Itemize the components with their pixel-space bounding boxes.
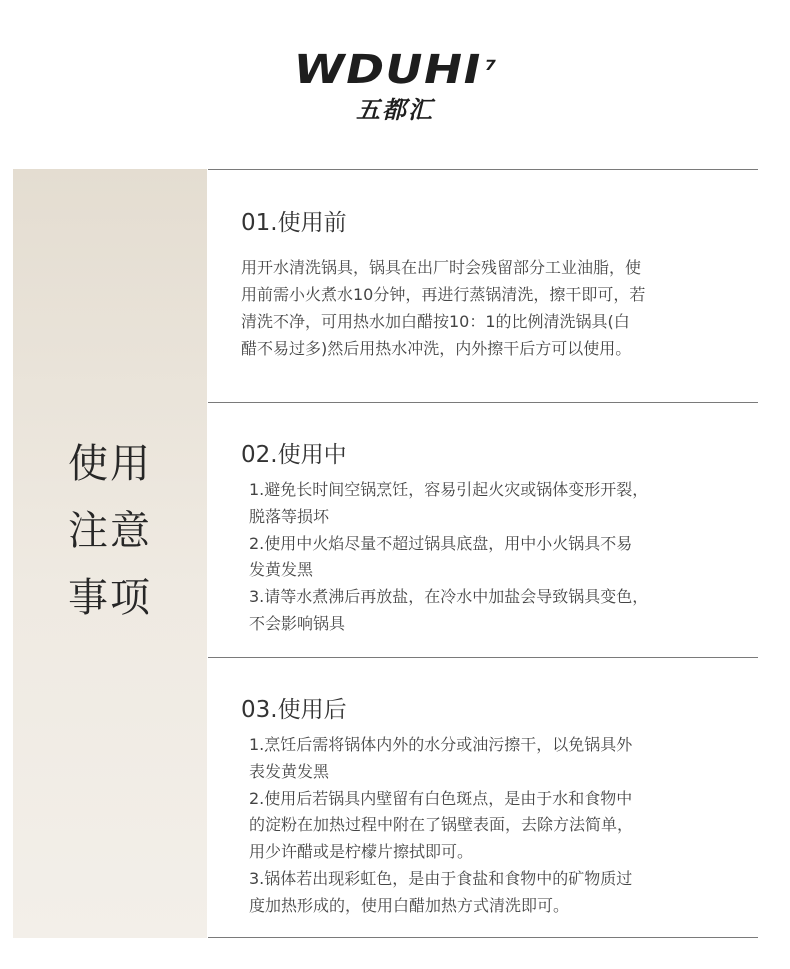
list-item: 3.锅体若出现彩虹色，是由于食盐和食物中的矿物质过 度加热形成的，使用白醋加热方式清洗即可。 bbox=[249, 868, 633, 915]
logo-mark-icon: 7 bbox=[482, 58, 499, 74]
divider bbox=[208, 937, 758, 938]
section-paragraph: 用开水清洗锅具，锅具在出厂时会残留部分工业油脂，使 用前需小火煮水10分钟，再进行蒸锅清洗，擦干即可，若 清洗不净，可用热水加白醋按10：1的比例清洗锅具(白 醋不易过多)然后用热水冲洗，内外擦干后方可以使用。 bbox=[241, 258, 646, 358]
list-item: 3.请等水煮沸后再放盐，在冷水中加盐会导致锅具变色， 不会影响锅具 bbox=[249, 587, 649, 633]
section-during-use bbox=[241, 440, 731, 638]
sidebar-title bbox=[13, 431, 207, 632]
section-heading: 01.使用前 bbox=[241, 210, 347, 236]
sidebar-panel bbox=[13, 169, 207, 938]
divider bbox=[208, 402, 758, 403]
brand-logo bbox=[0, 48, 790, 125]
list-item: 2.使用中火焰尽量不超过锅具底盘，用中小火锅具不易 发黄发黑 bbox=[249, 533, 633, 580]
logo-chinese-name: 五都汇 bbox=[356, 96, 434, 124]
divider bbox=[208, 657, 758, 658]
logo-wordmark: WDUHI$^7$ bbox=[289, 47, 499, 93]
section-after-use bbox=[241, 695, 731, 920]
sidebar-title-line: 事项 bbox=[68, 575, 152, 621]
list-item: 1.烹饪后需将锅体内外的水分或油污擦干，以免锅具外 表发黄发黑 bbox=[249, 735, 633, 781]
list-item: 2.使用后若锅具内壁留有白色斑点，是由于水和食物中 的淀粉在加热过程中附在了锅壁表面，去除方法简单， 用少许醋或是柠檬片擦拭即可。 bbox=[249, 788, 634, 862]
section-heading: 02.使用中 bbox=[241, 442, 347, 468]
sidebar-title-line: 注意 bbox=[68, 508, 152, 554]
list-item: 1.避免长时间空锅烹饪，容易引起火灾或锅体变形开裂， 脱落等损坏 bbox=[249, 480, 649, 526]
section-heading: 03.使用后 bbox=[241, 697, 347, 723]
divider bbox=[208, 169, 758, 170]
section-before-use bbox=[241, 208, 731, 362]
sidebar-title-line: 使用 bbox=[68, 441, 152, 487]
